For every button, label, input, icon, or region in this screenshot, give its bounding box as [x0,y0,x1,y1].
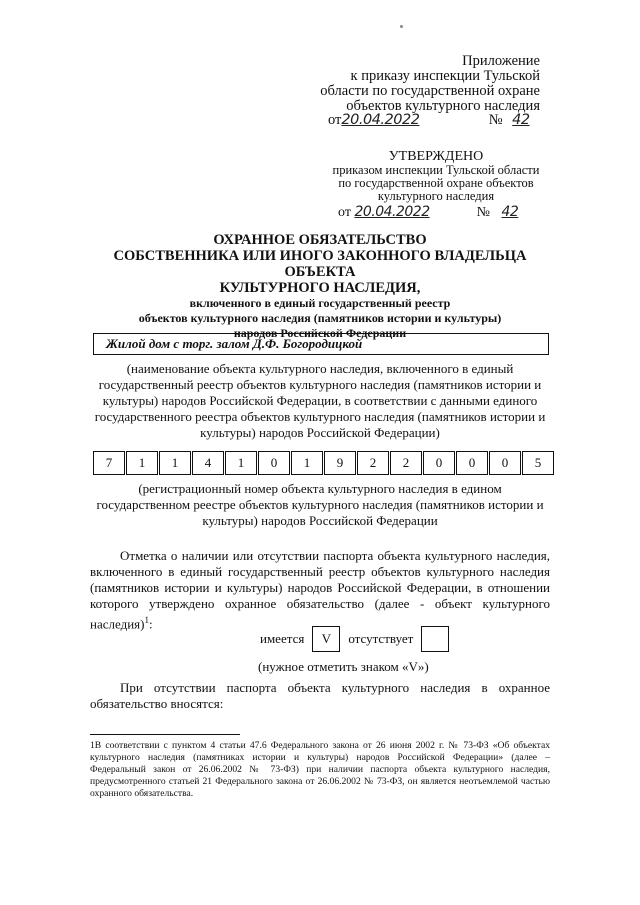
reg-digit-cell: 1 [291,451,323,475]
approved-heading: УТВЕРЖДЕНО [388,149,484,164]
document-title [85,232,555,341]
reg-digit-cell: 0 [456,451,488,475]
handwritten-number: 42 [512,112,530,128]
reg-digit-cell: 9 [324,451,356,475]
present-label: имеется [260,631,305,646]
footnote-mark: 1 [144,615,149,625]
passport-text: Отметка о наличии или отсутствии паспорта объекта культурного наследия, включенного в единый государственный реестр объектов культурного наследия (памятников истории и культуры) народов Российской Федерации, в отношении которого утверждено охранное обязательство (далее - объект культурного наследия) [90,548,550,632]
reg-digit-cell: 2 [390,451,422,475]
approved-line: культурного наследия [377,189,495,203]
approved-line: по государственной охране объектов [338,176,534,190]
number-prefix: № [488,112,503,128]
registration-number-caption: (регистрационный номер объекта культурного наследия в едином государственном реестре объектов культурного наследия (памятников истории и культуры) народов Российской Федерации [96,481,544,528]
passport-check-row [260,626,457,652]
reg-digit-cell: 1 [225,451,257,475]
reg-digit-cell: 5 [522,451,554,475]
footnote-divider [90,734,240,735]
appendix-line: области по государственной охране [320,83,540,99]
check-note: (нужное отметить знаком «V») [258,659,429,674]
no-passport-paragraph: При отсутствии паспорта объекта культурного наследия в охранное обязательство вносятся: [90,680,550,711]
absent-checkbox[interactable] [421,626,449,652]
appendix-block [310,54,540,114]
absent-label: отсутствует [348,631,414,646]
reg-digit-cell: 2 [357,451,389,475]
reg-digit-cell: 4 [192,451,224,475]
handwritten-date: 20.04.2022 [341,112,420,128]
title-line: объектов культурного наследия (памятников истории и культуры) [138,311,502,325]
object-name-caption: (наименование объекта культурного наследия, включенного в единый государственный реестр объектов культурного наследия (памятников истории и культуры) народов Российской Федерации, в соответствии с данными единого государственного реестра объектов культурного наследия (памятников истории и культуры) народов Российской Федерации) [94,361,546,440]
approved-line: приказом инспекции Тульской области [332,163,540,177]
title-line: КУЛЬТУРНОГО НАСЛЕДИЯ, [219,280,421,296]
appendix-date-line [328,112,530,129]
approved-date-line [338,204,518,221]
object-name-box: Жилой дом с торг. залом Д.Ф. Богородицкой [93,333,549,355]
title-line: включенного в единый государственный реестр [189,296,451,310]
scan-speck [400,25,403,28]
appendix-line: объектов культурного наследия [346,98,540,114]
handwritten-date: 20.04.2022 [354,204,430,220]
title-line: народов Российской Федерации [233,326,407,340]
reg-digit-cell: 0 [258,451,290,475]
appendix-line: к приказу инспекции Тульской [350,68,540,84]
appendix-line: Приложение [462,53,540,69]
footnote-text: 1В соответствии с пунктом 4 статьи 47.6 Федерального закона от 26 июня 2002 г. № 73-ФЗ «Об объектах культурного наследия (памятниках истории и культуры) народов Российской Федерации» (далее – Федеральный закон от 26.06.2002 № 73-ФЗ) при наличии паспорта объекта культурного наследия, предусмотренного статьей 21 Федерального закона от 26.06.2002 № 73-ФЗ, он является неотъемлемой частью охранного обязательства. [90,740,550,799]
date-prefix: от [328,112,342,128]
number-prefix: № [476,205,490,220]
reg-digit-cell: 1 [126,451,158,475]
reg-digit-cell: 0 [489,451,521,475]
registration-number-grid [93,451,555,475]
date-prefix: от [338,205,351,220]
title-line: СОБСТВЕННИКА ИЛИ ИНОГО ЗАКОННОГО ВЛАДЕЛЬЦА ОБЪЕКТА [113,248,527,280]
reg-digit-cell: 1 [159,451,191,475]
passport-paragraph [90,548,550,632]
title-line: ОХРАННОЕ ОБЯЗАТЕЛЬСТВО [213,232,427,248]
passport-suffix: : [148,616,153,632]
present-checkbox[interactable]: V [312,626,340,652]
approved-block [320,150,552,203]
reg-digit-cell: 0 [423,451,455,475]
reg-digit-cell: 7 [93,451,125,475]
handwritten-number: 42 [501,204,519,220]
